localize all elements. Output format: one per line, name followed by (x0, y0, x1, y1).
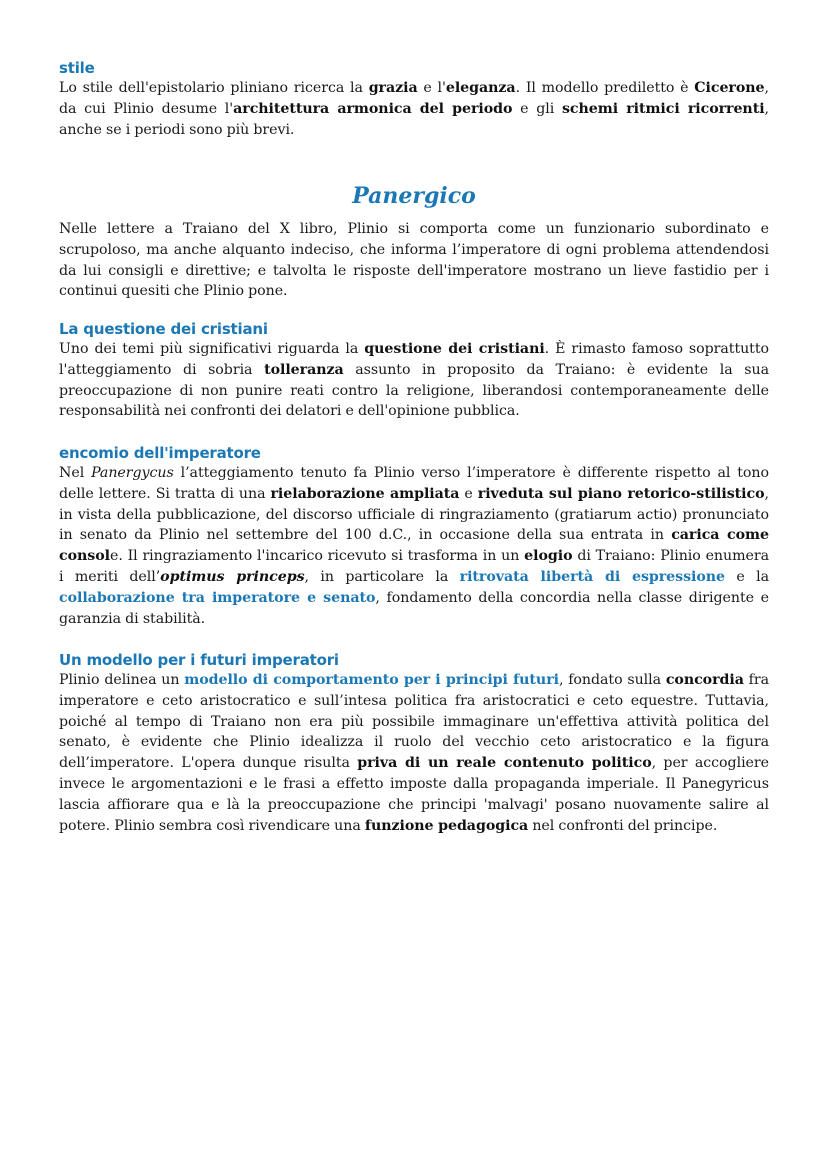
heading-cristiani: La questione dei cristiani (59, 320, 268, 338)
heading-encomio: encomio dell'imperatore (59, 444, 261, 462)
paragraph-panergico: Nelle lettere a Traiano del X libro, Plinio si comporta come un funzionario subordinato e scrupoloso, ma anche alquanto indeciso, che informa l’imperatore di ogni problema attendendosi da lui consigli e direttive; e talvolta le risposte dell'imperatore mostrano un lieve fastidio per i continui quesiti che Plinio pone. (59, 221, 769, 300)
section-stile (59, 58, 769, 140)
section-encomio (59, 443, 769, 629)
paragraph-cristiani: Uno dei temi più significativi riguarda la questione dei cristiani. È rimasto famoso soprattutto l'atteggiamento di sobria tolleranza assunto in proposito da Traiano: è evidente la sua preoccupazione di non punire reati contro la religione, liberandosi contemporaneamente delle responsabilità nei confronti dei delatori e dell'opinione pubblica. (59, 341, 769, 420)
section-cristiani (59, 319, 769, 422)
paragraph-stile: Lo stile dell'epistolario pliniano ricerca la grazia e l'eleganza. Il modello prediletto è Cicerone, da cui Plinio desume l'architettura armonica del periodo e gli schemi ritmici ricorrenti, anche se i periodi sono più brevi. (59, 80, 770, 138)
section-modello (59, 650, 769, 836)
section-panergico (59, 219, 769, 302)
paragraph-modello: Plinio delinea un modello di comportamento per i principi futuri, fondato sulla concordia fra imperatore e ceto aristocratico e sull’intesa politica fra aristocratici e ceto equestre. Tuttavia, poiché al tempo di Traiano non era più possibile immaginare un'effettiva attività politica del senato, è evidente che Plinio idealizza il ruolo del vecchio ceto aristocratico e la figura dell’imperatore. L'opera dunque risulta priva di un reale contenuto politico, per accogliere invece le argomentazioni e le frasi a effetto imposte dalla propaganda imperiale. Il Panegyricus lascia affiorare qua e là la preoccupazione che principi 'malvagi' posano nuovamente salire al potere. Plinio sembra così rivendicare una funzione pedagogica nel confronti del principe. (59, 672, 769, 834)
paragraph-encomio: Nel Panergycus l’atteggiamento tenuto fa Plinio verso l’imperatore è differente rispetto al tono delle lettere. Si tratta di una rielaborazione ampliata e riveduta sul piano retorico-stilistico, in vista della pubblicazione, del discorso ufficiale di ringraziamento (gratiarum actio) pronunciato in senato da Plinio nel settembre del 100 d.C., in occasione della sua entrata in carica come console. Il ringraziamento l'incarico ricevuto si trasforma in un elogio di Traiano: Plinio enumera i meriti dell’optimus princeps, in particolare la ritrovata libertà di espressione e la collaborazione tra imperatore e senato, fondamento della concordia nella classe dirigente e garanzia di stabilità. (59, 465, 770, 627)
heading-modello: Un modello per i futuri imperatori (59, 651, 339, 669)
section-title-panergico: Panergico (352, 183, 476, 209)
heading-stile: stile (59, 59, 95, 77)
